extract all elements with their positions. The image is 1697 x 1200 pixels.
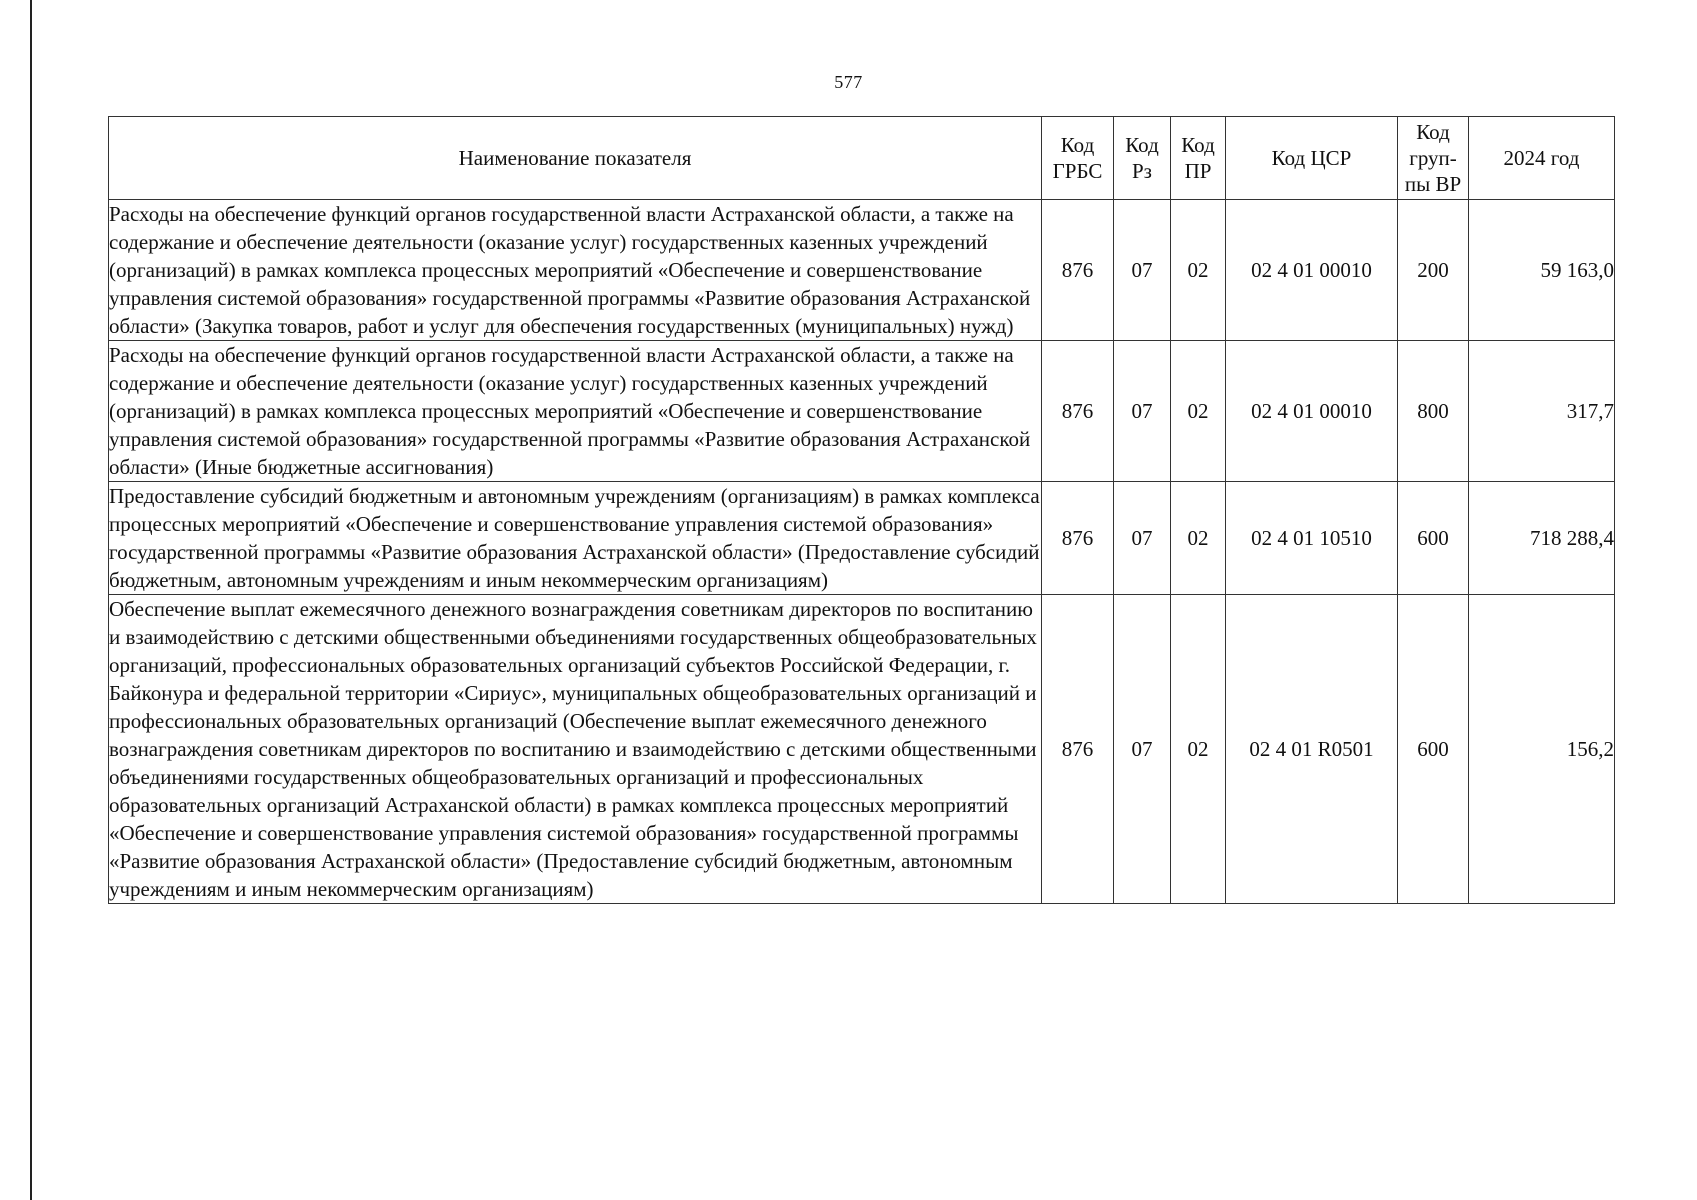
row-pr: 02	[1171, 595, 1226, 904]
row-pr: 02	[1171, 341, 1226, 482]
row-csr: 02 4 01 R0501	[1226, 595, 1398, 904]
row-vr: 200	[1398, 200, 1469, 341]
row-name: Расходы на обеспечение функций органов государственной власти Астраханской области, а также на содержание и обеспечение деятельности (оказание услуг) государственных казенных учреждений (организаций) в рамках комплекса процессных мероприятий «Обеспечение и совершенствование управления системой образования» государственной программы «Развитие образования Астраханской области» (Закупка товаров, работ и услуг для обеспечения государственных (муниципальных) нужд)	[109, 200, 1042, 341]
row-pr: 02	[1171, 482, 1226, 595]
header-rz: Код Рз	[1114, 117, 1171, 200]
table-row	[109, 200, 1615, 341]
header-grbs: Код ГРБС	[1042, 117, 1114, 200]
table-row	[109, 482, 1615, 595]
scan-edge-line	[30, 0, 32, 1200]
row-rz: 07	[1114, 595, 1171, 904]
row-name: Обеспечение выплат ежемесячного денежного вознаграждения советникам директоров по воспитанию и взаимодействию с детскими общественными объединениями государственных общеобразовательных организаций, профессиональных образовательных организаций субъектов Российской Федерации, г. Байконура и федеральной территории «Сириус», муниципальных общеобразовательных организаций и профессиональных образовательных организаций (Обеспечение выплат ежемесячного денежного вознаграждения советникам директоров по воспитанию и взаимодействию с детскими общественными объединениями государственных общеобразовательных организаций и профессиональных образовательных организаций Астраханской области) в рамках комплекса процессных мероприятий «Обеспечение и совершенствование управления системой образования» государственной программы «Развитие образования Астраханской области» (Предоставление субсидий бюджетным, автономным учреждениям и иным некоммерческим организациям)	[109, 595, 1042, 904]
row-rz: 07	[1114, 200, 1171, 341]
row-amount: 59 163,0	[1469, 200, 1615, 341]
row-csr: 02 4 01 00010	[1226, 341, 1398, 482]
row-csr: 02 4 01 10510	[1226, 482, 1398, 595]
header-vr: Код груп-пы ВР	[1398, 117, 1469, 200]
row-name: Предоставление субсидий бюджетным и автономным учреждениям (организациям) в рамках комплекса процессных мероприятий «Обеспечение и совершенствование управления системой образования» государственной программы «Развитие образования Астраханской области» (Предоставление субсидий бюджетным, автономным учреждениям и иным некоммерческим организациям)	[109, 482, 1042, 595]
row-amount: 317,7	[1469, 341, 1615, 482]
table-header-row	[109, 117, 1615, 200]
budget-table	[108, 116, 1615, 904]
row-grbs: 876	[1042, 595, 1114, 904]
row-vr: 600	[1398, 595, 1469, 904]
header-year: 2024 год	[1469, 117, 1615, 200]
row-vr: 800	[1398, 341, 1469, 482]
row-rz: 07	[1114, 482, 1171, 595]
table-row	[109, 595, 1615, 904]
row-vr: 600	[1398, 482, 1469, 595]
row-amount: 156,2	[1469, 595, 1615, 904]
table-row	[109, 341, 1615, 482]
header-name: Наименование показателя	[109, 117, 1042, 200]
page-number: 577	[834, 72, 863, 92]
header-csr: Код ЦСР	[1226, 117, 1398, 200]
row-grbs: 876	[1042, 200, 1114, 341]
row-grbs: 876	[1042, 482, 1114, 595]
row-csr: 02 4 01 00010	[1226, 200, 1398, 341]
row-name: Расходы на обеспечение функций органов государственной власти Астраханской области, а также на содержание и обеспечение деятельности (оказание услуг) государственных казенных учреждений (организаций) в рамках комплекса процессных мероприятий «Обеспечение и совершенствование управления системой образования» государственной программы «Развитие образования Астраханской области» (Иные бюджетные ассигнования)	[109, 341, 1042, 482]
row-grbs: 876	[1042, 341, 1114, 482]
row-amount: 718 288,4	[1469, 482, 1615, 595]
header-pr: Код ПР	[1171, 117, 1226, 200]
row-pr: 02	[1171, 200, 1226, 341]
row-rz: 07	[1114, 341, 1171, 482]
